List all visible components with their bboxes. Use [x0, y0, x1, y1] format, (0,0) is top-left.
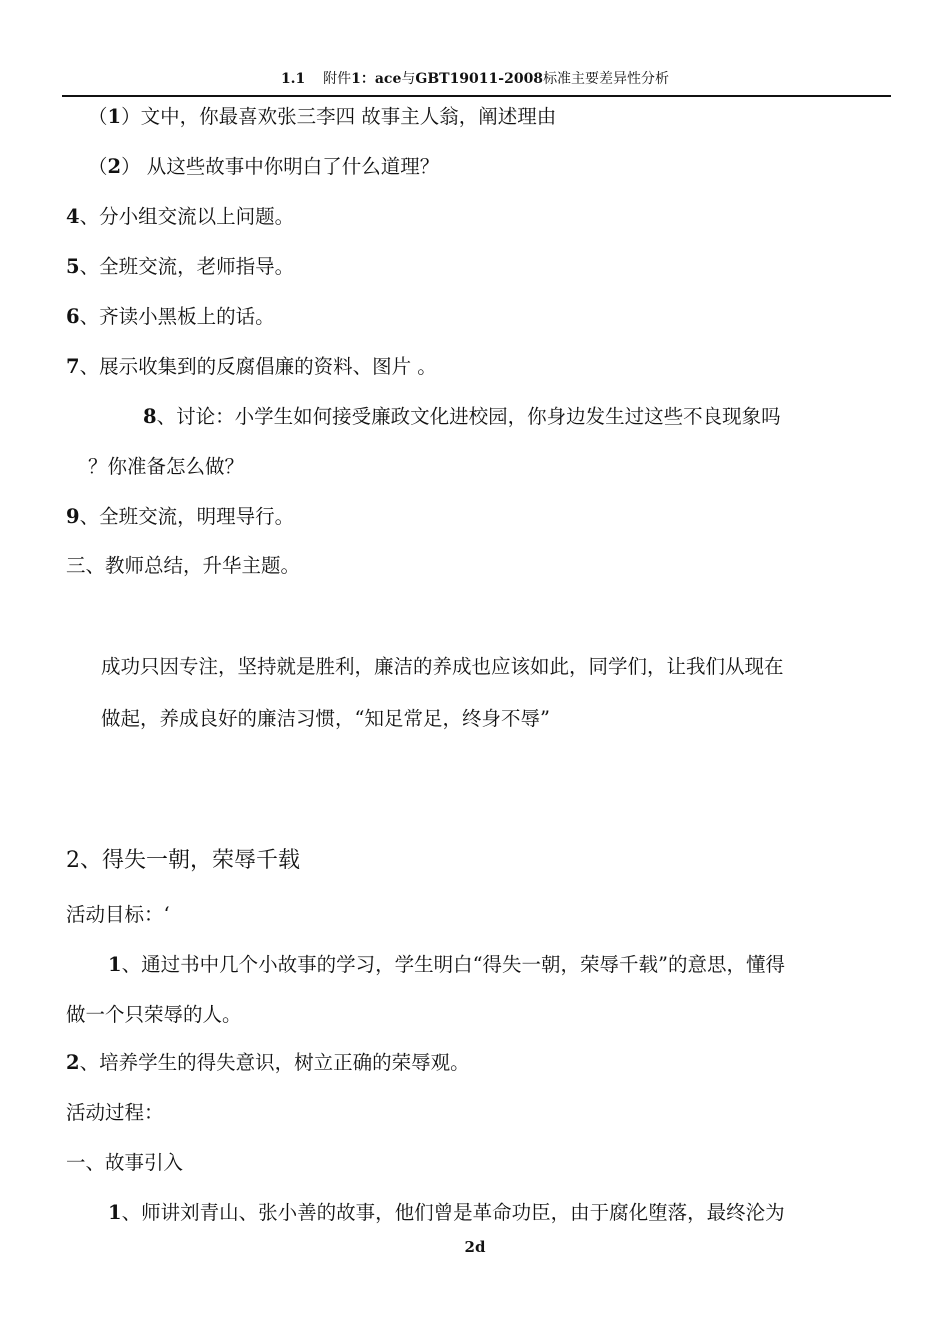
step-7-text: 、展示收集到的反腐倡廉的资料、图片 。 [79, 355, 437, 378]
page-number: 2d [464, 1238, 486, 1256]
section-three-heading: 三、教师总结，升华主题。 [66, 554, 301, 577]
header-standard: GBT19011-2008 [415, 71, 544, 87]
activity-goal-label: 活动目标：‘ [66, 903, 170, 926]
step-9 [66, 504, 294, 530]
goal-1-continued: 做一个只荣辱的人。 [66, 1003, 242, 1026]
summary-paragraph-line-1: 成功只因专注，坚持就是胜利，廉洁的养成也应该如此，同学们，让我们从现在 [101, 655, 784, 678]
step-5 [66, 254, 294, 280]
step-6-text: 、齐读小黑板上的话。 [79, 305, 275, 328]
step-7 [66, 354, 437, 380]
step-5-text: 、全班交流，老师指导。 [79, 255, 295, 278]
q1-open: （ [88, 105, 108, 128]
step-8-text: 、讨论：小学生如何接受廉政文化进校园，你身边发生过这些不良现象吗 [156, 405, 781, 428]
q1-text: ）文中，你最喜欢张三李四 故事主人翁，阐述理由 [121, 105, 557, 128]
process-1-number: 1 [108, 1201, 122, 1224]
question-2 [88, 154, 439, 180]
header-bold: 1：ace [351, 71, 402, 87]
question-1 [88, 104, 556, 130]
step-9-text: 、全班交流，明理导行。 [79, 505, 295, 528]
goal-1-number: 1 [108, 953, 122, 976]
section-title-2: 2、得失一朝，荣辱千载 [66, 848, 300, 873]
header-mid: 与 [401, 71, 416, 87]
step-9-number: 9 [66, 505, 80, 528]
header-prefix: 附件 [323, 71, 352, 87]
goal-2-number: 2 [66, 1051, 80, 1074]
step-8 [143, 404, 781, 430]
header-number: 1.1 [280, 71, 306, 87]
goal-2-text: 、培养学生的得失意识，树立正确的荣辱观。 [79, 1051, 470, 1074]
step-4-text: 、分小组交流以上问题。 [79, 205, 295, 228]
step-7-number: 7 [66, 355, 80, 378]
process-1-text: 、师讲刘青山、张小善的故事，他们曾是革命功臣，由于腐化堕落，最终沦为 [121, 1201, 785, 1224]
section-one-heading: 一、故事引入 [66, 1151, 184, 1174]
q2-text: ） 从这些故事中你明白了什么道理？ [121, 155, 440, 178]
header-suffix: 标准主要差异性分析 [543, 71, 670, 87]
step-4-number: 4 [66, 205, 80, 228]
header-rule [62, 95, 891, 97]
step-8-continued: ？你准备怎么做？ [88, 455, 245, 478]
q2-number: 2 [107, 155, 122, 178]
q1-number: 1 [107, 105, 122, 128]
step-4 [66, 204, 294, 230]
page-header [0, 68, 950, 88]
q2-open: （ [88, 155, 108, 178]
step-5-number: 5 [66, 255, 80, 278]
goal-1-text: 、通过书中几个小故事的学习，学生明白“得失一朝，荣辱千载”的意思，懂得 [121, 953, 786, 976]
step-8-number: 8 [143, 405, 157, 428]
goal-2 [66, 1050, 470, 1076]
step-6-number: 6 [66, 305, 80, 328]
activity-process-label: 活动过程： [66, 1101, 164, 1124]
summary-paragraph-line-2: 做起，养成良好的廉洁习惯，“知足常足，终身不辱” [101, 707, 550, 730]
process-1 [108, 1200, 785, 1226]
goal-1 [108, 952, 785, 978]
step-6 [66, 304, 275, 330]
